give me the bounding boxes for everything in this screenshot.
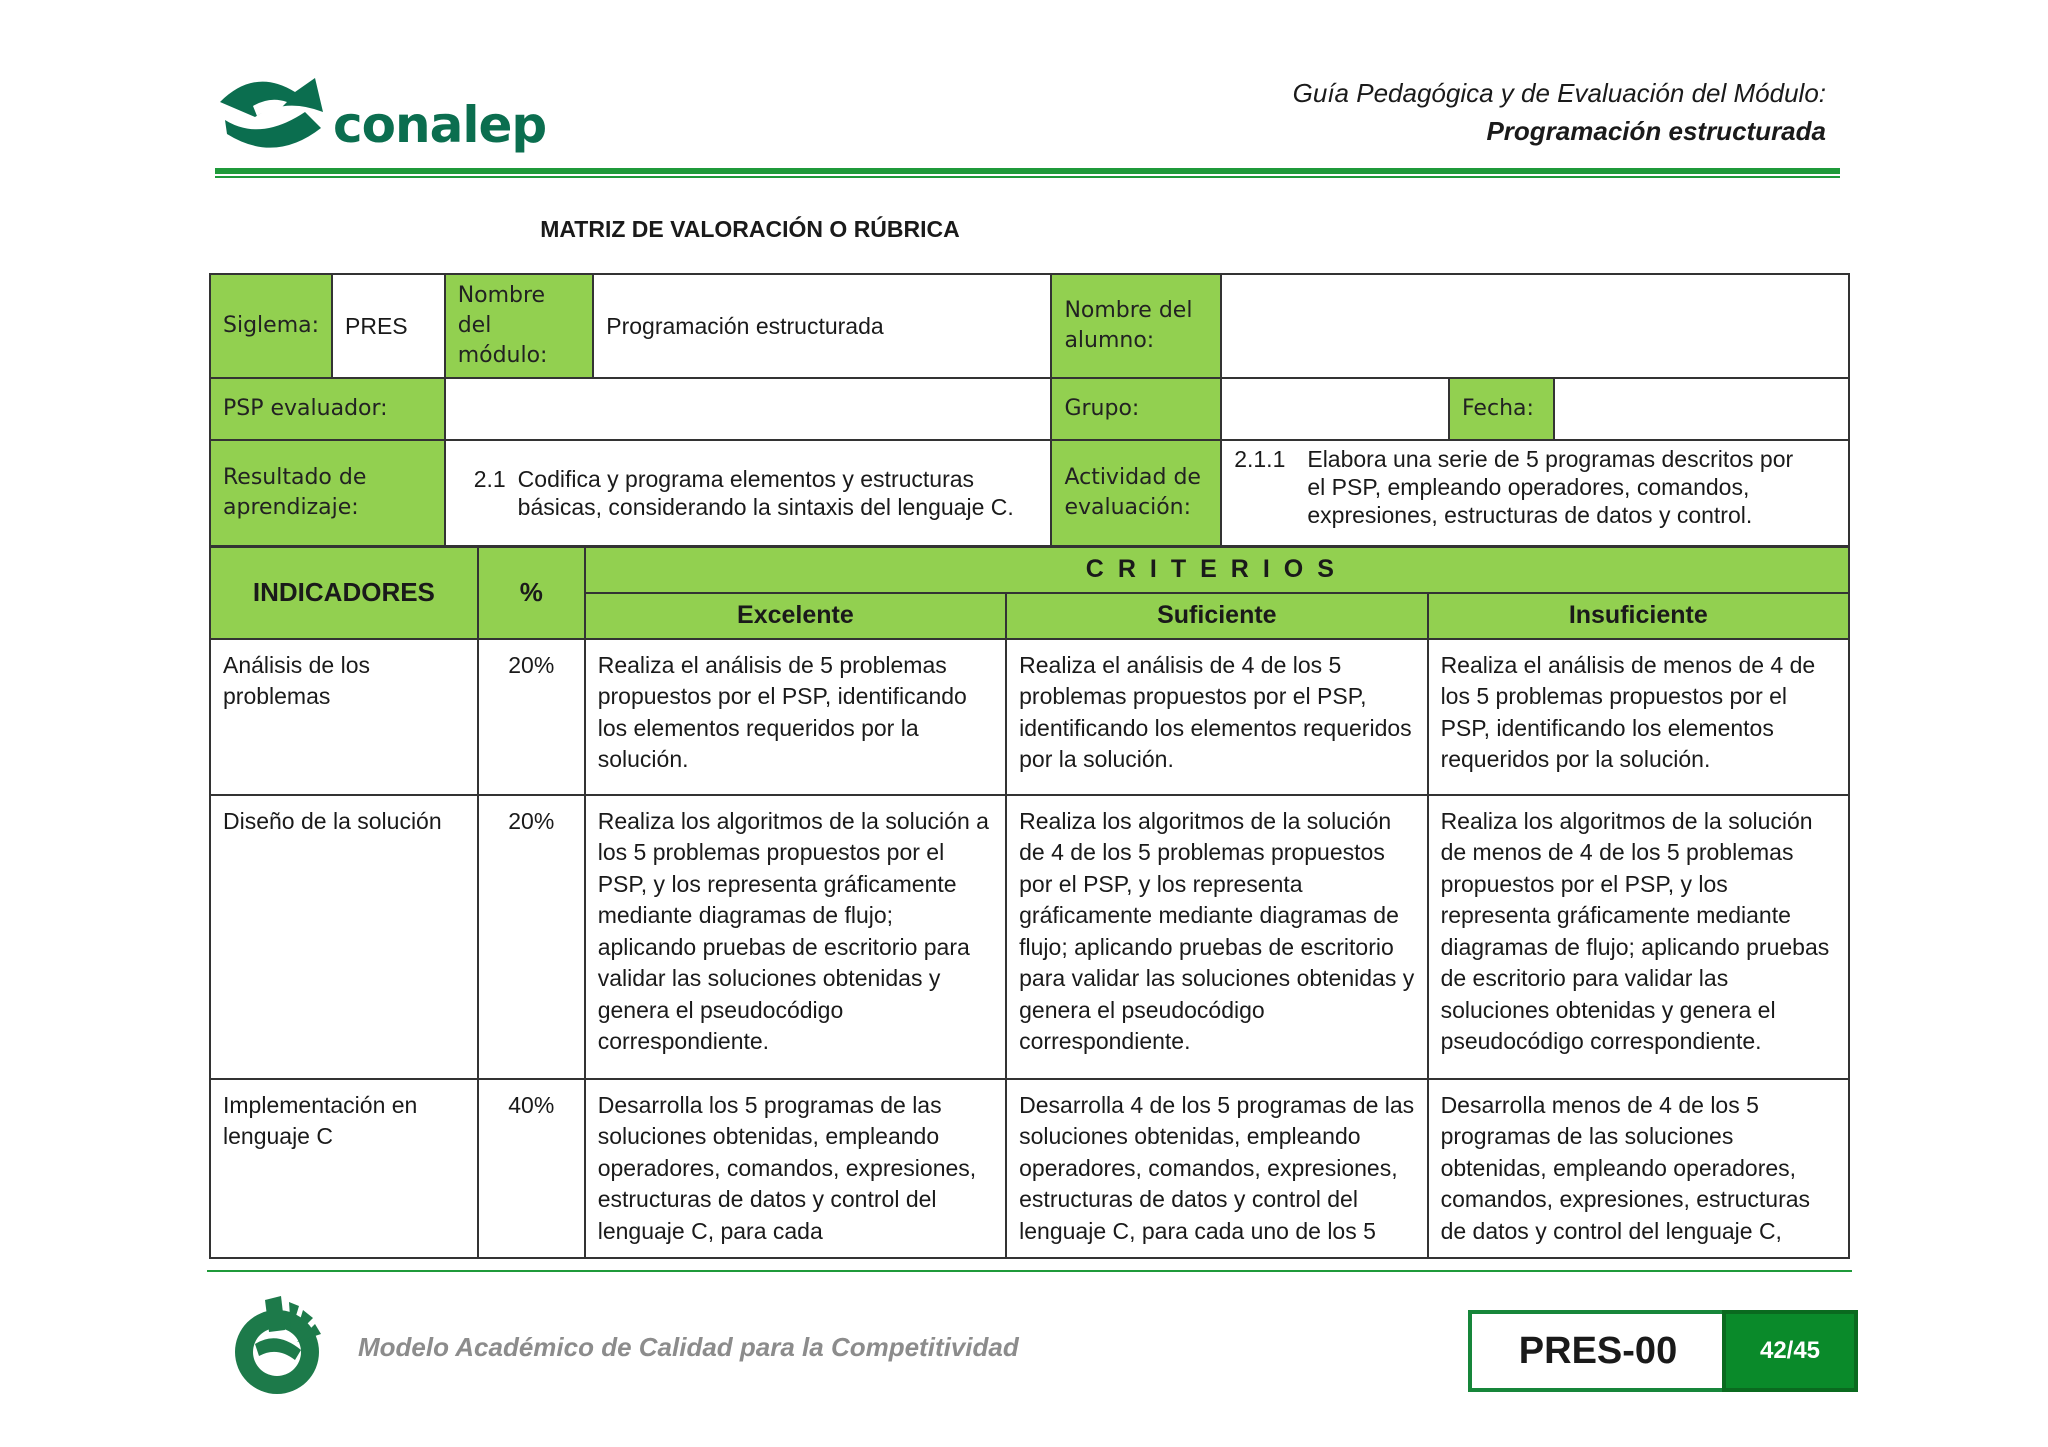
suficiente-cell: Realiza los algoritmos de la solución de 4 de los 5 problemas propuestos por el PSP, y los representa gráficamente mediante diagramas de flujo; aplicando pruebas de escritorio para validar las soluciones obtenidas y genera el pseudocódigo correspondiente. xyxy=(1006,795,1427,1079)
document-code: PRES-00 xyxy=(1468,1310,1728,1392)
insuficiente-cell: Realiza el análisis de menos de 4 de los 5 problemas propuestos por el PSP, identificando los elementos requeridos por la solución. xyxy=(1428,639,1849,795)
quality-seal-icon xyxy=(225,1290,335,1398)
grupo-label: Grupo: xyxy=(1051,378,1221,440)
actividad-label: Actividad de evaluación: xyxy=(1051,440,1221,546)
excelente-cell: Desarrolla los 5 programas de las soluciones obtenidas, empleando operadores, comandos, expresiones, estructuras de datos y control del lenguaje C, para cada xyxy=(585,1079,1006,1259)
insuficiente-cell: Desarrolla menos de 4 de los 5 programas de las soluciones obtenidas, empleando operadores, comandos, expresiones, estructuras de datos y control del lenguaje C, xyxy=(1428,1079,1849,1259)
alumno-field[interactable] xyxy=(1221,274,1849,378)
indicador-cell: Análisis de los problemas xyxy=(210,639,478,795)
page-title: MATRIZ DE VALORACIÓN O RÚBRICA xyxy=(540,216,960,242)
suficiente-cell: Realiza el análisis de 4 de los 5 problemas propuestos por el PSP, identificando los elementos requeridos por la solución. xyxy=(1006,639,1427,795)
indicador-cell: Implementación en lenguaje C xyxy=(210,1079,478,1259)
excelente-cell: Realiza los algoritmos de la solución a los 5 problemas propuestos por el PSP, y los representa gráficamente mediante diagramas de flujo; aplicando pruebas de escritorio para validar las soluciones obtenidas y genera el pseudocódigo correspondiente. xyxy=(585,795,1006,1079)
footer-model-text: Modelo Académico de Calidad para la Competitividad xyxy=(358,1332,1019,1362)
table-row xyxy=(210,1079,1849,1259)
fecha-label: Fecha: xyxy=(1449,378,1554,440)
level-excelente: Excelente xyxy=(585,593,1006,639)
level-insuficiente: Insuficiente xyxy=(1428,593,1849,639)
info-table xyxy=(209,273,1850,547)
modulo-value: Programación estructurada xyxy=(593,274,1051,378)
excelente-cell: Realiza el análisis de 5 problemas propuestos por el PSP, identificando los elementos requeridos por la solución. xyxy=(585,639,1006,795)
alumno-label: Nombre del alumno: xyxy=(1051,274,1221,378)
guide-line: Guía Pedagógica y de Evaluación del Módulo: xyxy=(1292,78,1826,108)
pct-header: % xyxy=(478,547,585,639)
header-rule xyxy=(215,168,1840,174)
actividad-value xyxy=(1221,440,1849,546)
indicador-cell: Diseño de la solución xyxy=(210,795,478,1079)
resultado-number: 2.1 xyxy=(473,466,506,492)
modulo-label: Nombre del módulo: xyxy=(445,274,594,378)
table-row xyxy=(210,795,1849,1079)
pct-cell: 40% xyxy=(478,1079,585,1259)
fecha-field[interactable] xyxy=(1554,378,1849,440)
resultado-label: Resultado de aprendizaje: xyxy=(210,440,445,546)
suficiente-cell: Desarrolla 4 de los 5 programas de las soluciones obtenidas, empleando operadores, comandos, expresiones, estructuras de datos y control del lenguaje C, para cada uno de los 5 xyxy=(1006,1079,1427,1259)
conalep-logo-icon xyxy=(215,72,330,152)
pct-cell: 20% xyxy=(478,639,585,795)
page-number: 42/45 xyxy=(1722,1310,1858,1392)
logo-wordmark: conalep xyxy=(333,96,547,154)
psp-field[interactable] xyxy=(445,378,1052,440)
pct-cell: 20% xyxy=(478,795,585,1079)
actividad-number: 2.1.1 xyxy=(1234,446,1286,472)
insuficiente-cell: Realiza los algoritmos de la solución de menos de 4 de los 5 problemas propuestos por el PSP, y los representa gráficamente mediante diagramas de flujo; aplicando pruebas de escritorio para validar las soluciones obtenidas y genera el pseudocódigo correspondiente. xyxy=(1428,795,1849,1079)
resultado-text: Codifica y programa elementos y estructuras básicas, considerando la sintaxis del lenguaje C. xyxy=(517,466,1014,520)
psp-label: PSP evaluador: xyxy=(210,378,445,440)
grupo-field[interactable] xyxy=(1221,378,1449,440)
rubric-table xyxy=(209,546,1850,1259)
sigla-value: PRES xyxy=(332,274,445,378)
criterios-header: CRITERIOS xyxy=(585,547,1849,593)
module-line: Programación estructurada xyxy=(1486,116,1826,146)
indicadores-header: INDICADORES xyxy=(210,547,478,639)
conalep-logo xyxy=(215,72,547,162)
header-titles xyxy=(1293,74,1826,150)
resultado-value xyxy=(445,440,1052,546)
footer-rule xyxy=(207,1270,1852,1272)
actividad-text: Elabora una serie de 5 programas descritos por el PSP, empleando operadores, comandos, expresiones, estructuras de datos y control. xyxy=(1307,446,1794,528)
table-row xyxy=(210,639,1849,795)
level-suficiente: Suficiente xyxy=(1006,593,1427,639)
header-rule-thin xyxy=(215,176,1840,178)
sigla-label: Siglema: xyxy=(210,274,332,378)
